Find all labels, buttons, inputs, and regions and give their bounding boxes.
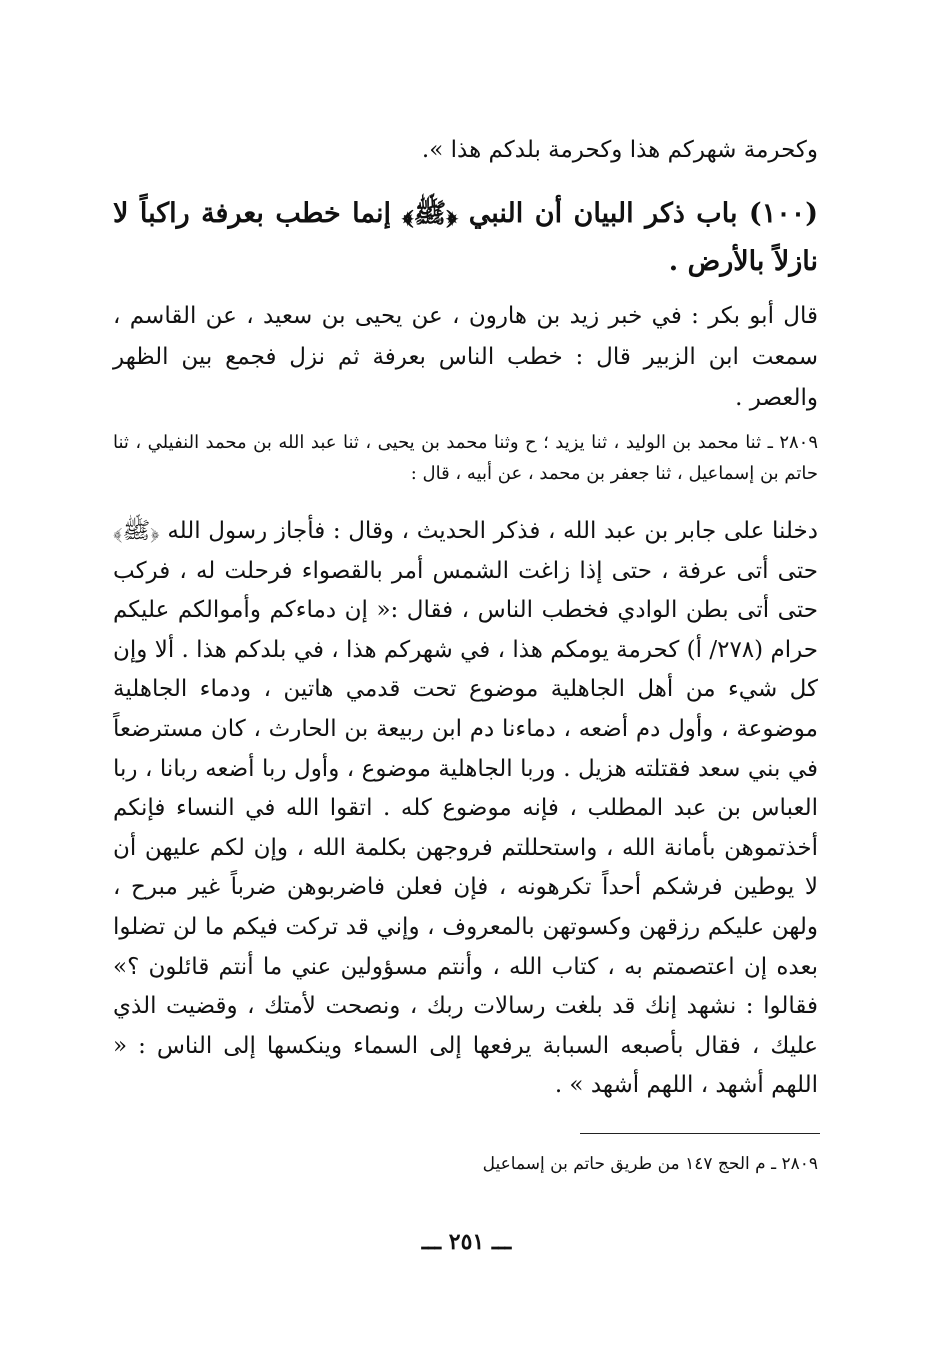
footnote: ٢٨٠٩ ـ م الحج ١٤٧ من طريق حاتم بن إسماعيل [482,1154,818,1174]
page-number: ـــ ٢٥١ ـــ [421,1229,512,1255]
footnote-divider [580,1133,820,1134]
intro-line: وكحرمة شهركم هذا وكحرمة بلدكم هذا ». [421,137,818,163]
isnad-paragraph: قال أبو بكر : في خبر زيد بن هارون ، عن يحيى بن سعيد ، عن القاسم ، سمعت ابن الزبير قال : خطب الناس بعرفة ثم نزل فجمع بين الظهر والعصر . [113,303,818,411]
chapter-heading: (١٠٠) باب ذكر البيان أن النبي ﴿ﷺ﴾ إنما خطب بعرفة راكباً لا نازلاً بالأرض . [113,198,818,277]
hadith-text: دخلنا على جابر بن عبد الله ، فذكر الحديث ، وقال : فأجاز رسول الله ﴿ﷺ﴾ حتى أتى عرفة ، حتى إذا زاغت الشمس أمر بالقصواء فرحلت له ، فركب حتى أتى بطن الوادي فخطب الناس ، فقال :« إن دماءكم وأموالكم عليكم حرام (٢٧٨/ أ) كحرمة يومكم هذا ، في شهركم هذا ، في بلدكم هذا . ألا وإن كل شيء من أهل الجاهلية موضوع تحت قدمي هاتين ، ودماء الجاهلية موضوعة ، وأول دم أضعه ، دماءنا دم ابن ربيعة بن الحارث ، كان مسترضعاً في بني سعد فقتلته هزيل . وربا الجاهلية موضوع ، وأول ربا أضعه ربانا ، ربا العباس بن عبد المطلب ، فإنه موضوع كله . اتقوا الله في النساء فإنكم أخذتموهن بأمانة الله ، واستحللتم فروجهن بكلمة الله ، وإن لكم عليهن أن لا يوطين فرشكم أحداً تكرهونه ، فإن فعلن فاضربوهن ضرباً غير مبرح ، ولهن عليكم رزقهن وكسوتهن بالمعروف ، وإني قد تركت فيكم ما لن تضلوا بعده إن اعتصمتم به ، كتاب الله ، وأنتم مسؤولين عني ما أنتم قائلون ؟» فقالوا : نشهد إنك قد بلغت رسالات ربك ، ونصحت لأمتك ، وقضيت الذي عليك ، فقال بأصبعه السبابة يرفعها إلى السماء وينكسها إلى الناس : « اللهم أشهد ، اللهم أشهد » . [113,518,818,1099]
hadith-chain: ٢٨٠٩ ـ ثنا محمد بن الوليد ، ثنا يزيد ؛ ح وثنا محمد بن يحيى ، ثنا عبد الله بن محمد النفيلي ، ثنا حاتم بن إسماعيل ، ثنا جعفر بن محمد ، عن أبيه ، قال : [113,432,818,484]
